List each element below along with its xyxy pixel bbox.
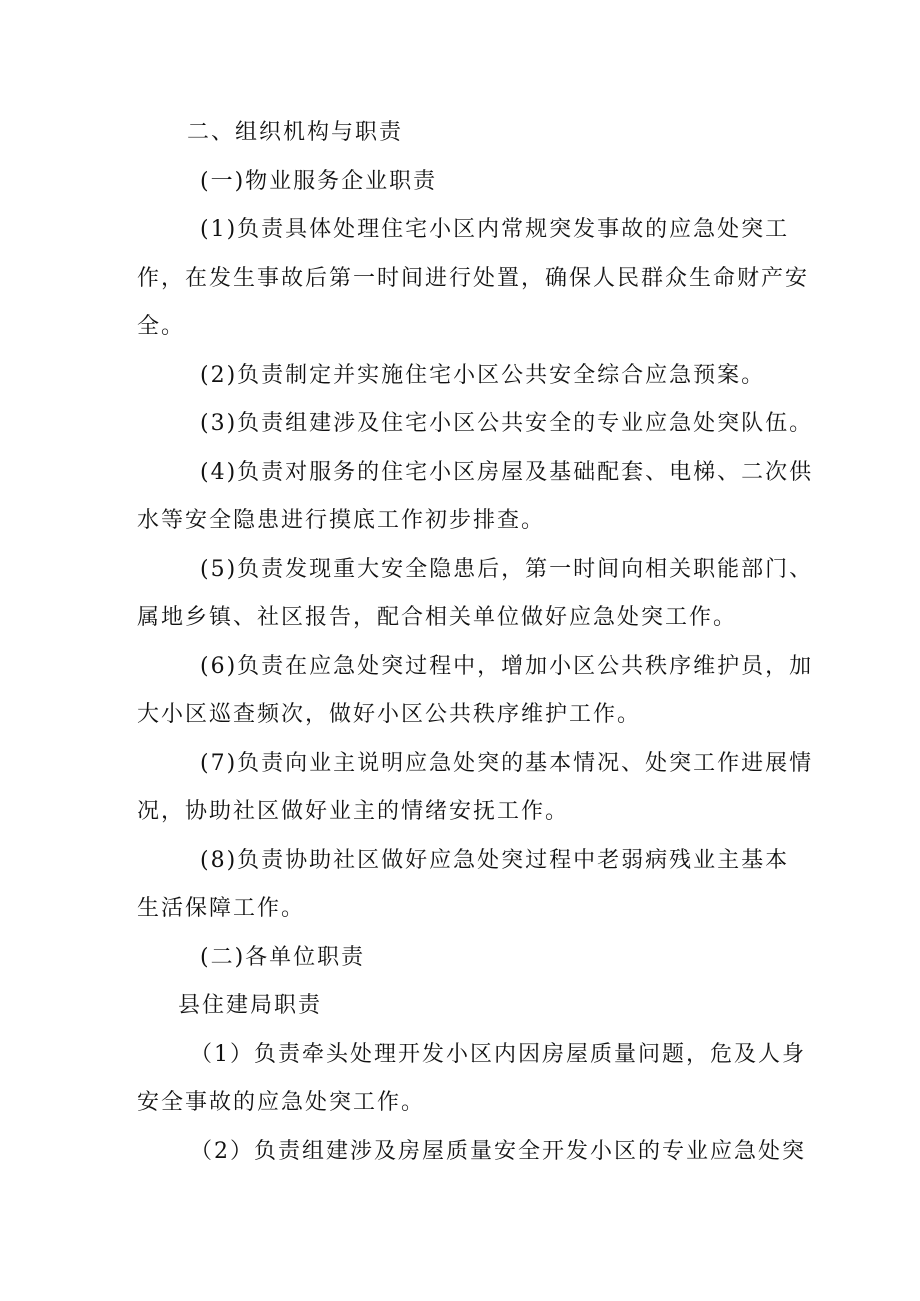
paragraph-line: 况，协助社区做好业主的情绪安抚工作。 [137,799,570,824]
subsection-heading: (二)各单位职责 [200,945,366,970]
paragraph-line: (8)负责协助社区做好应急处突过程中老弱病残业主基本 [200,848,790,873]
paragraph-line: (1)负责具体处理住宅小区内常规突发事故的应急处突工 [200,217,790,242]
paragraph-line: 属地乡镇、社区报告，配合相关单位做好应急处突工作。 [137,605,738,630]
paragraph-line: 全。 [137,314,186,339]
subsection-heading: (一)物业服务企业职责 [200,169,438,194]
paragraph-line: 大小区巡查频次，做好小区公共秩序维护工作。 [137,702,642,727]
section-heading: 二、组织机构与职责 [187,120,404,145]
paragraph-line: 作，在发生事故后第一时间进行处置，确保人民群众生命财产安 [137,266,810,291]
paragraph-line: (7)负责向业主说明应急处突的基本情况、处突工作进展情 [200,751,814,776]
paragraph-line: 生活保障工作。 [137,896,306,921]
paragraph-line: 水等安全隐患进行摸底工作初步排查。 [137,508,546,533]
paragraph-line: （1）负责牵头处理开发小区内因房屋质量问题，危及人身 [190,1042,806,1067]
paragraph-line: (6)负责在应急处突过程中，增加小区公共秩序维护员，加 [200,654,814,679]
paragraph-line: (5)负责发现重大安全隐患后，第一时间向相关职能部门、 [200,557,814,582]
paragraph-line: (3)负责组建涉及住宅小区公共安全的专业应急处突队伍。 [200,411,814,436]
unit-heading: 县住建局职责 [178,993,323,1018]
paragraph-line: （2）负责组建涉及房屋质量安全开发小区的专业应急处突 [190,1139,806,1164]
paragraph-line: (4)负责对服务的住宅小区房屋及基础配套、电梯、二次供 [200,460,814,485]
paragraph-line: (2)负责制定并实施住宅小区公共安全综合应急预案。 [200,363,766,388]
paragraph-line: 安全事故的应急处突工作。 [137,1090,426,1115]
